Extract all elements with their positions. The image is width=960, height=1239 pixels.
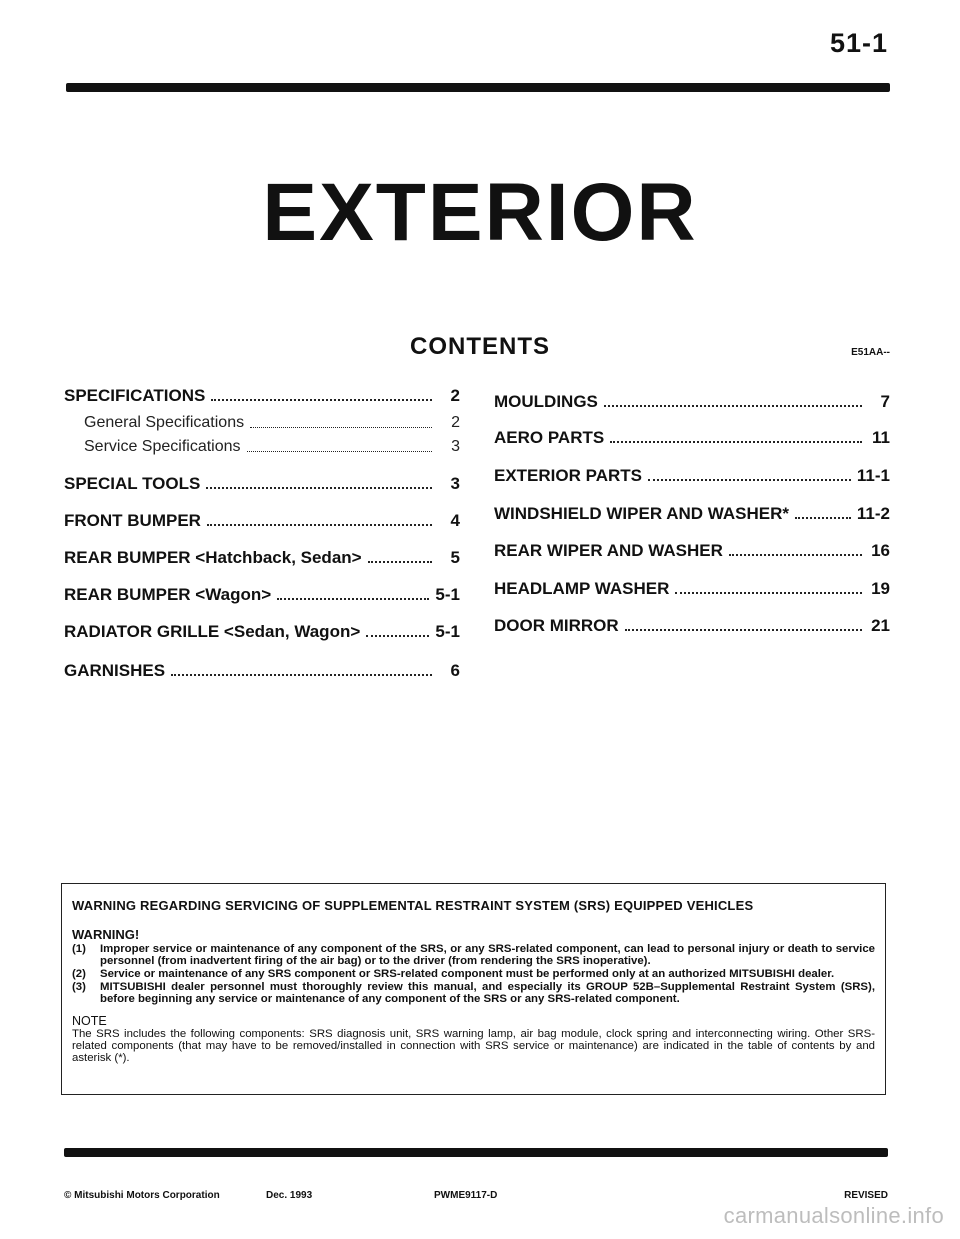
note-label: NOTE [72,1014,107,1028]
top-rule [66,83,890,92]
toc-entry-page: 5-1 [435,622,460,641]
toc-leader-dots [247,451,432,452]
toc-entry-radiator-grille[interactable] [64,622,460,642]
toc-leader-dots [610,441,862,443]
toc-leader-dots [277,598,429,600]
toc-entry-label: SPECIAL TOOLS [64,474,201,493]
toc-entry-rear-bumper-hatchback-sedan[interactable] [64,548,460,568]
srs-warning-box [61,883,886,1095]
toc-entry-page: 2 [451,414,460,431]
watermark: carmanualsonline.info [723,1203,944,1228]
toc-leader-dots [206,487,432,489]
toc-entry-front-bumper[interactable] [64,511,460,531]
toc-entry-label: GARNISHES [64,661,166,680]
toc-leader-dots [729,554,862,556]
warning-item [72,981,875,1005]
toc-entry-page: 11-1 [856,466,890,485]
note-text: The SRS includes the following components: SRS diagnosis unit, SRS warning lamp, air bag module, clock spring and interconnecting wiring. Other SRS-related components (that may have to be removed/installed in connection with SRS service or maintenance) are indicated in the table of contents by and asterisk (*). [72,1028,875,1064]
toc-entry-page: 5 [450,548,460,567]
warning-heading: WARNING REGARDING SERVICING OF SUPPLEMENTAL RESTRAINT SYSTEM (SRS) EQUIPPED VEHICLES [72,898,754,913]
toc-entry-special-tools[interactable] [64,474,460,494]
toc-leader-dots [675,592,862,594]
toc-leader-dots [250,427,432,428]
toc-entry-garnishes[interactable] [64,661,460,681]
warning-label: WARNING! [72,927,140,942]
toc-entry-label: DOOR MIRROR [494,616,619,635]
warning-item [72,968,875,980]
toc-entry-page: 16 [871,541,890,560]
toc-entry-label: RADIATOR GRILLE <Sedan, Wagon> [64,622,361,641]
footer-copyright: © Mitsubishi Motors Corporation [64,1190,220,1201]
bottom-rule [64,1148,888,1157]
toc-entry-label: Service Specifications [84,438,241,455]
toc-entry-page: 4 [450,511,460,530]
toc-entry-rear-wiper-and-washer[interactable] [494,541,890,561]
toc-entry-mouldings[interactable] [494,392,890,412]
page-number: 51-1 [829,28,888,58]
toc-entry-label: MOULDINGS [494,392,598,411]
warning-item-text: MITSUBISHI dealer personnel must thoroughly review this manual, and especially its GROUP 52B–Supplemental Restraint System (SRS), before beginning any service or maintenance of any component of the SRS or any SRS-related component. [100,981,875,1005]
toc-leader-dots [211,399,432,401]
toc-entry-label: HEADLAMP WASHER [494,579,670,598]
toc-entry-page: 11 [872,428,890,447]
warning-item [72,943,875,967]
toc-leader-dots [171,674,432,676]
warning-item-number: (2) [72,968,86,980]
toc-entry-label: REAR BUMPER <Wagon> [64,585,272,604]
toc-entry-exterior-parts[interactable] [494,466,890,486]
toc-entry-door-mirror[interactable] [494,616,890,636]
footer-date: Dec. 1993 [266,1190,313,1201]
toc-entry-page: 2 [450,386,460,405]
toc-entry-specifications[interactable] [64,386,460,406]
toc-entry-page: 3 [450,474,460,493]
toc-leader-dots [625,629,862,631]
toc-leader-dots [604,405,862,407]
toc-entry-headlamp-washer[interactable] [494,579,890,599]
warning-item-text: Service or maintenance of any SRS component or SRS-related component must be performed only at an authorized MITSUBISHI dealer. [100,968,835,980]
toc-entry-label: REAR WIPER AND WASHER [494,541,723,560]
toc-entry-label: WINDSHIELD WIPER AND WASHER* [494,504,789,523]
toc-entry-windshield-wiper-and-washer[interactable] [494,504,890,524]
toc-entry-page: 5-1 [435,585,460,604]
toc-entry-label: REAR BUMPER <Hatchback, Sedan> [64,548,362,567]
toc-leader-dots [795,517,851,519]
footer-revision-status: REVISED [844,1190,888,1201]
toc-entry-page: 19 [871,579,890,598]
toc-entry-service-specifications[interactable] [64,438,460,456]
toc-entry-general-specifications[interactable] [64,414,460,432]
toc-leader-dots [366,635,429,637]
contents-heading: CONTENTS [410,333,550,360]
toc-entry-label: FRONT BUMPER [64,511,201,530]
toc-entry-page: 3 [451,438,460,455]
toc-entry-page: 7 [880,392,890,411]
toc-entry-label: SPECIFICATIONS [64,386,206,405]
toc-entry-aero-parts[interactable] [494,428,890,448]
toc-leader-dots [207,524,432,526]
toc-entry-page: 11-2 [856,504,890,523]
warning-item-number: (3) [72,981,86,993]
toc-entry-page: 6 [450,661,460,680]
toc-leader-dots [648,479,851,481]
toc-entry-label: EXTERIOR PARTS [494,466,642,485]
warning-item-number: (1) [72,943,86,955]
toc-entry-page: 21 [871,616,890,635]
footer-document-code: PWME9117-D [434,1190,498,1201]
section-code: E51AA-- [851,347,890,358]
warning-item-text: Improper service or maintenance of any component of the SRS, or any SRS-related component, can lead to personal injury or death to service personnel (from inadvertent firing of the air bag) or to the driver (from rendering the SRS inoperative). [100,943,875,967]
page-title: EXTERIOR [262,167,698,258]
toc-leader-dots [368,561,432,563]
toc-entry-label: AERO PARTS [494,428,605,447]
toc-entry-rear-bumper-wagon[interactable] [64,585,460,605]
toc-entry-label: General Specifications [84,414,245,431]
